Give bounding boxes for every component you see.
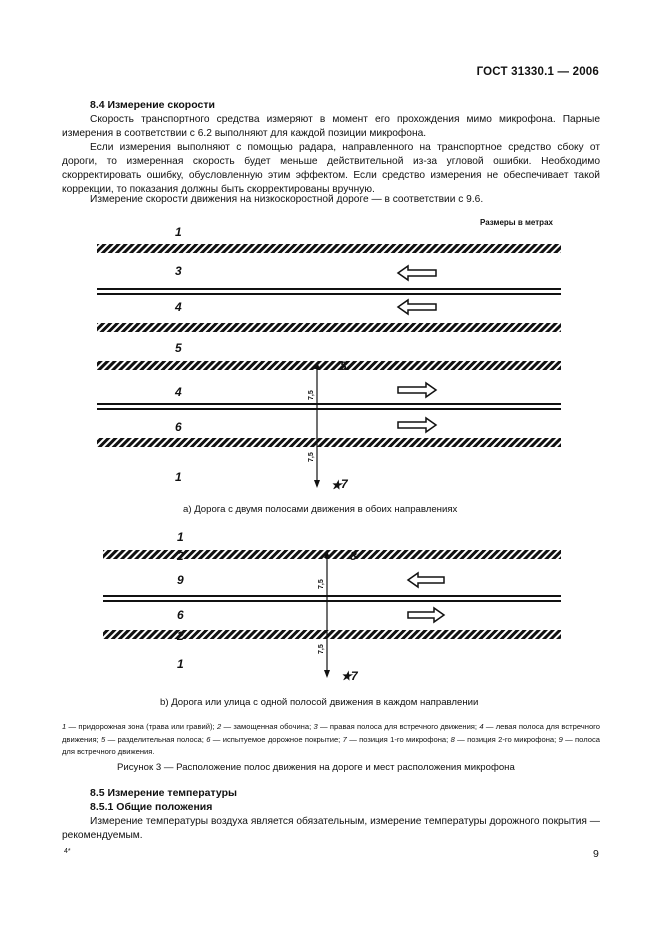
lane-line (97, 408, 561, 410)
caption-panel-a: а) Дорога с двумя полосами движения в обоих направлениях (183, 504, 458, 515)
page-number: 9 (593, 848, 599, 860)
dimension-arrow (314, 480, 320, 488)
paragraph-3: Измерение скорости движения на низкоскоростной дороге — в соответствии с 9.6. (90, 194, 484, 205)
label-lane-3: 3 (175, 264, 182, 278)
paragraph-1: Скорость транспортного средства измеряют в момент его прохождения мимо микрофона. Парные измерения в соответствии с 6.2 выполняют для каждой позиции микрофона. (62, 114, 600, 139)
lane-line (97, 288, 561, 290)
label-roadside-1b: 1 (175, 470, 182, 484)
arrow-right-icon (398, 418, 436, 432)
label-roadside-1b: 1 (177, 657, 184, 671)
arrow-left-icon (398, 300, 436, 314)
label-lane-9: 9 (177, 573, 184, 587)
dimension-arrow (324, 670, 330, 678)
label-roadside-1: 1 (177, 530, 184, 544)
figure-title: Рисунок 3 — Расположение полос движения на дороге и мест расположения микрофона (117, 762, 515, 773)
label-mic-8: 8 (350, 549, 357, 563)
dimension-label: 7,5 (308, 390, 315, 400)
arrow-left-icon (398, 266, 436, 280)
mic-star-icon: ★ (331, 478, 342, 492)
shoulder-hatch (103, 630, 561, 639)
arrow-right-icon (408, 608, 444, 622)
section-8-4-title: 8.4 Измерение скорости (90, 99, 215, 111)
document-code: ГОСТ 31330.1 — 2006 (476, 66, 599, 78)
shoulder-hatch (97, 438, 561, 447)
label-lane-4: 4 (175, 300, 182, 314)
divider-hatch (97, 323, 561, 332)
lane-line (97, 293, 561, 295)
legend-text: 1 — придорожная зона (трава или гравий); 2 — замощенная обочина; 3 — правая полоса для встречного движения; 4 — левая полоса для встречного движения; 5 — разделительная полоса; 6 — испытуемое дорожное покрытие; 7 — позиция 1-го микрофона; 8 — позиция 2-го микрофона; 9 — полоса для встречного движения. (62, 722, 600, 756)
mic-star-icon: ★ (341, 669, 352, 683)
label-shoulder-2: 2 (177, 549, 184, 563)
section-8-5-1-paragraph: Измерение температуры воздуха является обязательным, измерение температуры дорожного покрытия — рекомендуемым. (62, 816, 600, 841)
label-mic-8: 8 (340, 359, 347, 373)
paragraph-2: Если измерения выполняют с помощью радара, направленного на транспортное средство сбоку от дороги, то измеренная скорость будет меньше действительной из-за угловой ошибки. Необходимо скорректировать ошибку, обусловленную этим эффектом. Если средство измерения не обеспечивает такой коррекции, то показания должны быть скорректированы вручную. (62, 142, 600, 195)
label-roadside-1: 1 (175, 225, 182, 239)
label-mic-7: 7 (351, 669, 358, 683)
section-8-5-1-title: 8.5.1 Общие положения (90, 801, 213, 813)
footer-mark: 4* (64, 848, 71, 855)
dimension-label: 7,5 (318, 579, 325, 589)
label-test-6: 6 (175, 420, 182, 434)
label-median-5: 5 (175, 341, 182, 355)
label-shoulder-2b: 2 (177, 629, 184, 643)
label-mic-7: 7 (341, 477, 348, 491)
divider-hatch (97, 361, 561, 370)
shoulder-hatch (103, 550, 561, 559)
label-test-6: 6 (177, 608, 184, 622)
lane-line (103, 600, 561, 602)
label-lane-4b: 4 (175, 385, 182, 399)
arrow-right-icon (398, 383, 436, 397)
caption-panel-b: b) Дорога или улица с одной полосой движения в каждом направлении (160, 697, 479, 708)
arrow-left-icon (408, 573, 444, 587)
lane-line (97, 403, 561, 405)
shoulder-hatch (97, 244, 561, 253)
dimensions-note: Размеры в метрах (480, 218, 553, 227)
lane-line (103, 595, 561, 597)
figure-legend (62, 721, 600, 759)
dimension-label: 7,5 (318, 644, 325, 654)
section-8-5-title: 8.5 Измерение температуры (90, 787, 237, 799)
dimension-label: 7,5 (308, 452, 315, 462)
